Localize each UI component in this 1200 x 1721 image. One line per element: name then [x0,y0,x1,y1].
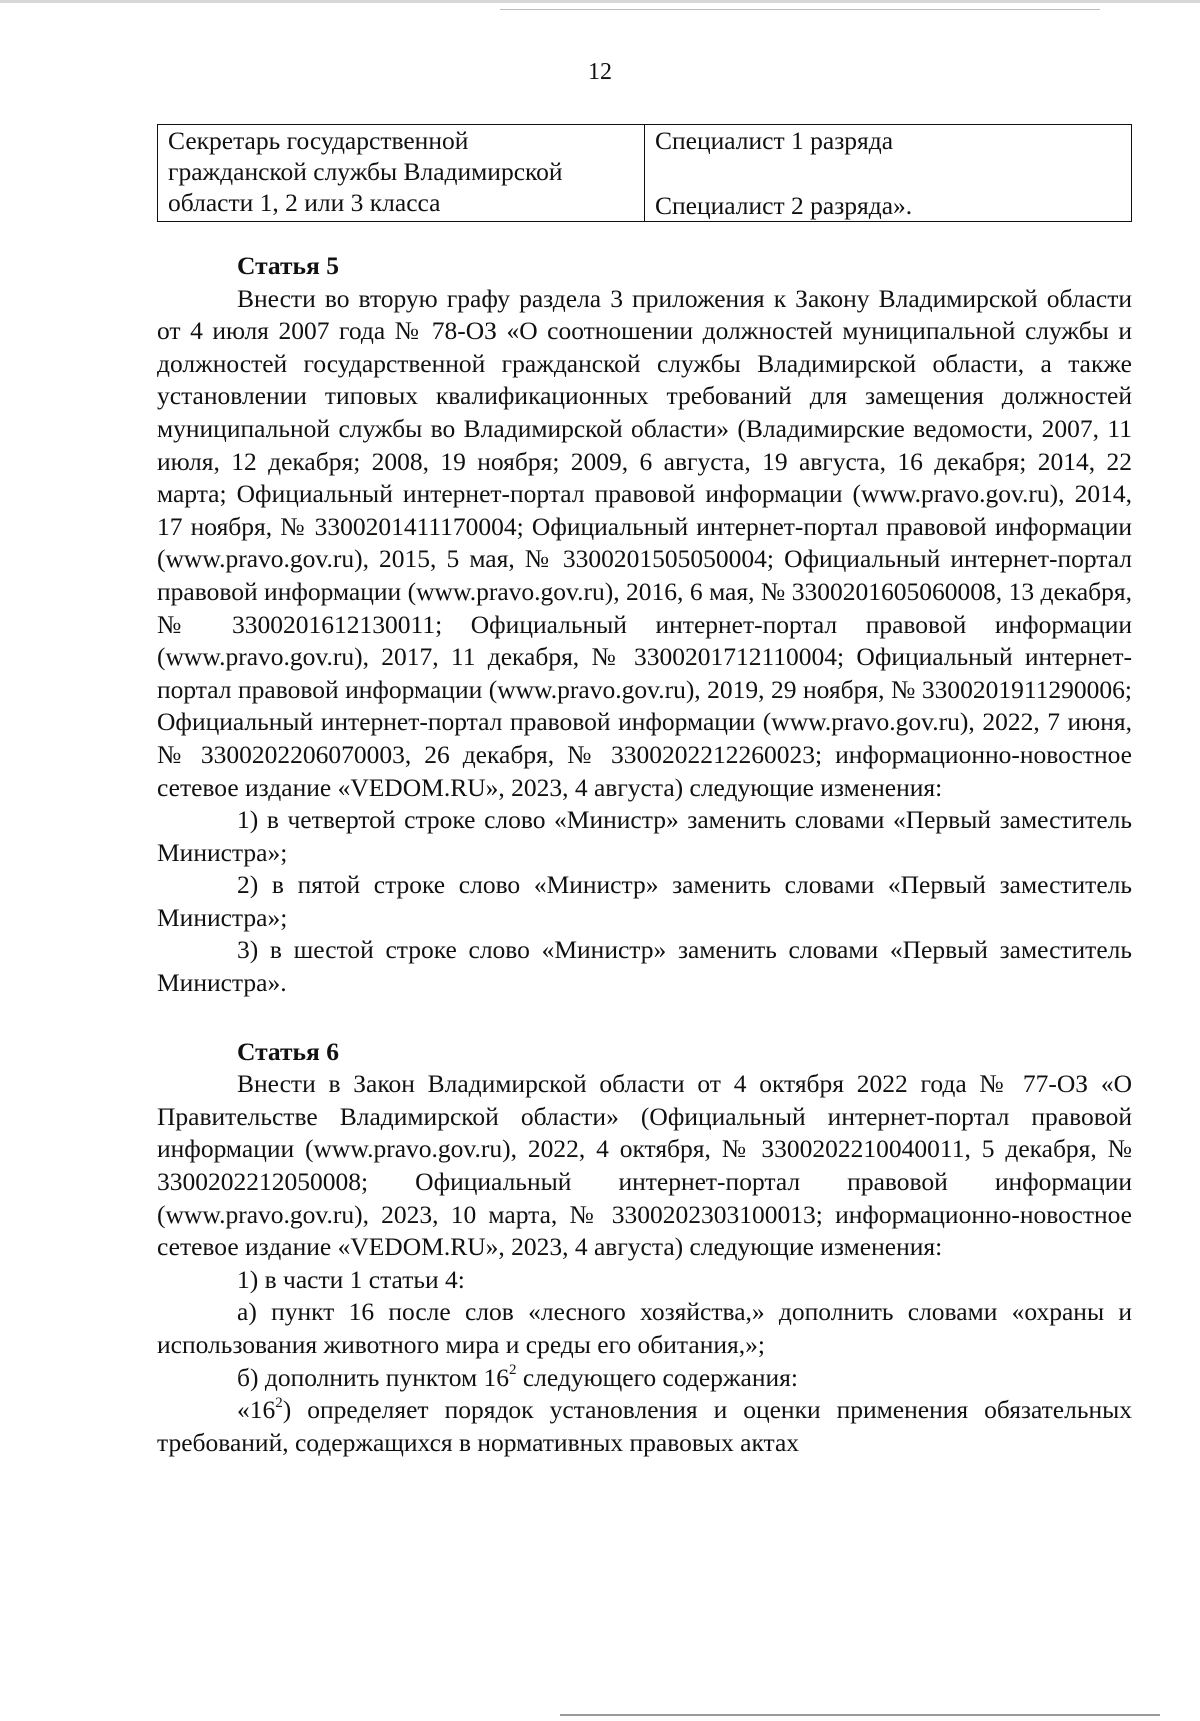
table-cell-right [645,125,1132,222]
list-item: 1) в части 1 статьи 4: [237,1264,465,1294]
table-cell-left [158,125,645,222]
list-item: 3) в шестой строке слово «Министр» заменить словами «Первый заместитель Министра». [157,935,1132,998]
article-6 [157,1036,1132,1460]
list-item [157,1362,1132,1395]
article-paragraph: Внести в Закон Владимирской области от 4 октября 2022 года № 77-ОЗ «О Правительстве Владимирской области» (Официальный интернет-портал правовой информации (www.pravo.gov.ru), 2022, 4 октября, № 3300202210040011, 5 декабря, № 3300202212050008; Официальный интернет-портал правовой информации (www.pravo.gov.ru), 2023, 10 марта, № 3300202303100013; информационно-новостное сетевое издание «VEDOM.RU», 2023, 4 августа) следующие изменения: [157,1069,1132,1262]
scan-line-bottom [560,1714,1160,1716]
cell-line: области 1, 2 или 3 класса [168,188,441,217]
article-paragraph: Внести во вторую графу раздела 3 приложения к Закону Владимирской области от 4 июля 2007 года № 78-ОЗ «О соотношении должностей муниципальной службы и должностей государственной гражданской службы Владимирской области, а также установлении типовых квалификационных требований для замещения должностей муниципальной службы во Владимирской области» (Владимирские ведомости, 2007, 11 июля, 12 декабря; 2008, 19 ноября; 2009, 6 августа, 19 августа, 16 декабря; 2014, 22 марта; Официальный интернет-портал правовой информации (www.pravo.gov.ru), 2014, 17 ноября, № 3300201411170004; Официальный интернет-портал правовой информации (www.pravo.gov.ru), 2015, 5 мая, № 3300201505050004; Официальный интернет-портал правовой информации (www.pravo.gov.ru), 2016, 6 мая, № 3300201605060008, 13 декабря, № 3300201612130011; Официальный интернет-портал правовой информации (www.pravo.gov.ru), 2017, 11 декабря, № 3300201712110004; Официальный интернет-портал правовой информации (www.pravo.gov.ru), 2019, 29 ноября, № 3300201911290006; Официальный интернет-портал правовой информации (www.pravo.gov.ru), 2022, 7 июня, № 3300202206070003, 26 декабря, № 3300202212260023; информационно-новостное сетевое издание «VEDOM.RU», 2023, 4 августа) следующие изменения: [157,283,1132,802]
article-heading: Статья 6 [237,1036,339,1066]
list-item: 2) в пятой строке слово «Министр» заменить словами «Первый заместитель Министра»; [157,870,1132,932]
quoted-paragraph [157,1394,1132,1459]
scan-line-top [500,9,1100,10]
document-page [157,124,1132,1459]
cell-line: Специалист 2 разряда». [655,191,913,220]
table-row [158,125,1132,222]
cell-line: Специалист 1 разряда [655,126,894,155]
page-number: 12 [588,59,612,85]
list-item: а) пункт 16 после слов «лесного хозяйства,» дополнить словами «охраны и использования животного мира и среды его обитания,»; [157,1297,1132,1359]
text-run: «16 [237,1395,276,1425]
scan-edge-top [0,0,1200,3]
list-item: 1) в четвертой строке слово «Министр» заменить словами «Первый заместитель Министра»; [157,805,1132,867]
text-run: б) дополнить пунктом 16 [237,1362,509,1392]
text-run: следующего содержания: [516,1362,798,1392]
cell-line: Секретарь государственной [168,126,469,155]
article-5 [157,250,1132,1000]
article-heading: Статья 5 [237,251,339,280]
cell-line: гражданской службы Владимирской [168,157,563,186]
positions-table [157,124,1132,222]
superscript: 2 [275,1394,283,1411]
text-run: ) определяет порядок установления и оценки применения обязательных требований, содержащихся в нормативных правовых актах [157,1395,1132,1457]
superscript: 2 [508,1362,517,1379]
